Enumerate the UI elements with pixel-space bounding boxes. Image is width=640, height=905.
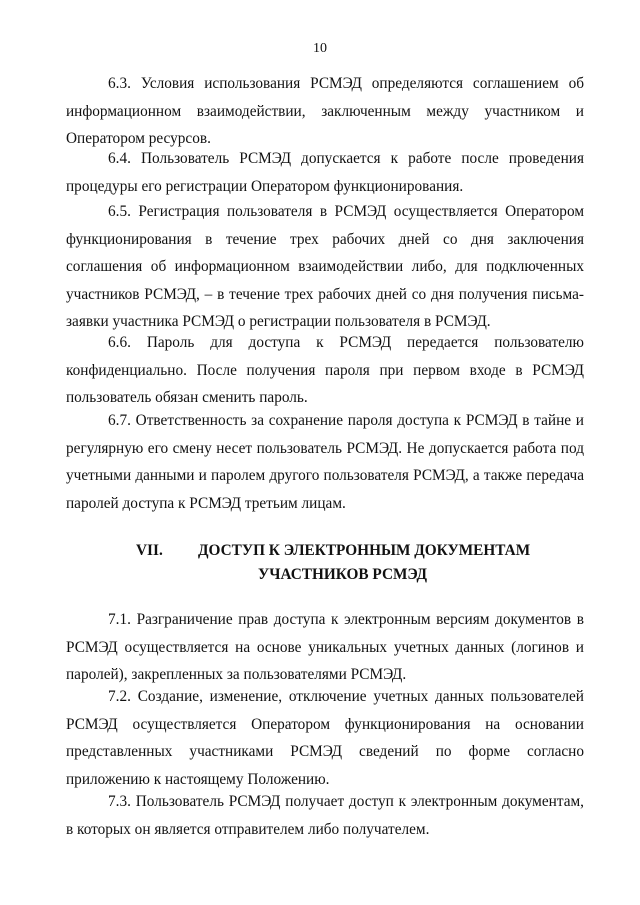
paragraph-6-6: 6.6. Пароль для доступа к РСМЭД передается пользователю конфиденциально. После получения пароля при первом входе в РСМЭД пользователь обязан сменить пароль. (66, 334, 584, 407)
paragraph-7-1: 7.1. Разграничение прав доступа к электронным версиям документов в РСМЭД осуществляется на основе уникальных учетных данных (логинов и паролей), закрепленных за пользователями РСМЭД. (66, 611, 584, 684)
paragraph-7-3: 7.3. Пользователь РСМЭД получает доступ к электронным документам, в которых он является отправителем либо получателем. (66, 793, 584, 838)
paragraph-6-7: 6.7. Ответственность за сохранение пароля доступа к РСМЭД в тайне и регулярную его смену несет пользователь РСМЭД. Не допускается работа под учетными данными и паролем другого пользователя РСМЭД, а также передача паролей доступа к РСМЭД третьим лицам. (66, 412, 584, 512)
paragraph-6-5: 6.5. Регистрация пользователя в РСМЭД осуществляется Оператором функционирования в течение трех рабочих дней со дня заключения соглашения об информационном взаимодействии либо, для подключенных участников РСМЭД, – в течение трех рабочих дней со дня получения письма-заявки участника РСМЭД о регистрации пользователя в РСМЭД. (66, 203, 584, 331)
paragraph-6-3: 6.3. Условия использования РСМЭД определяются соглашением об информационном взаимодействии, заключенным между участником и Оператором ресурсов. (66, 75, 584, 148)
section-number: VII. (136, 542, 163, 559)
paragraph-6-4: 6.4. Пользователь РСМЭД допускается к работе после проведения процедуры его регистрации Оператором функционирования. (66, 150, 584, 195)
page-number: 10 (313, 41, 327, 56)
section-title-line-2: УЧАСТНИКОВ РСМЭД (258, 566, 428, 583)
paragraph-7-2: 7.2. Создание, изменение, отключение учетных данных пользователей РСМЭД осуществляется Оператором функционирования на основании представленных участниками РСМЭД сведений по форме согласно приложению к настоящему Положению. (66, 688, 584, 788)
section-title-line-1: ДОСТУП К ЭЛЕКТРОННЫМ ДОКУМЕНТАМ (198, 542, 531, 559)
